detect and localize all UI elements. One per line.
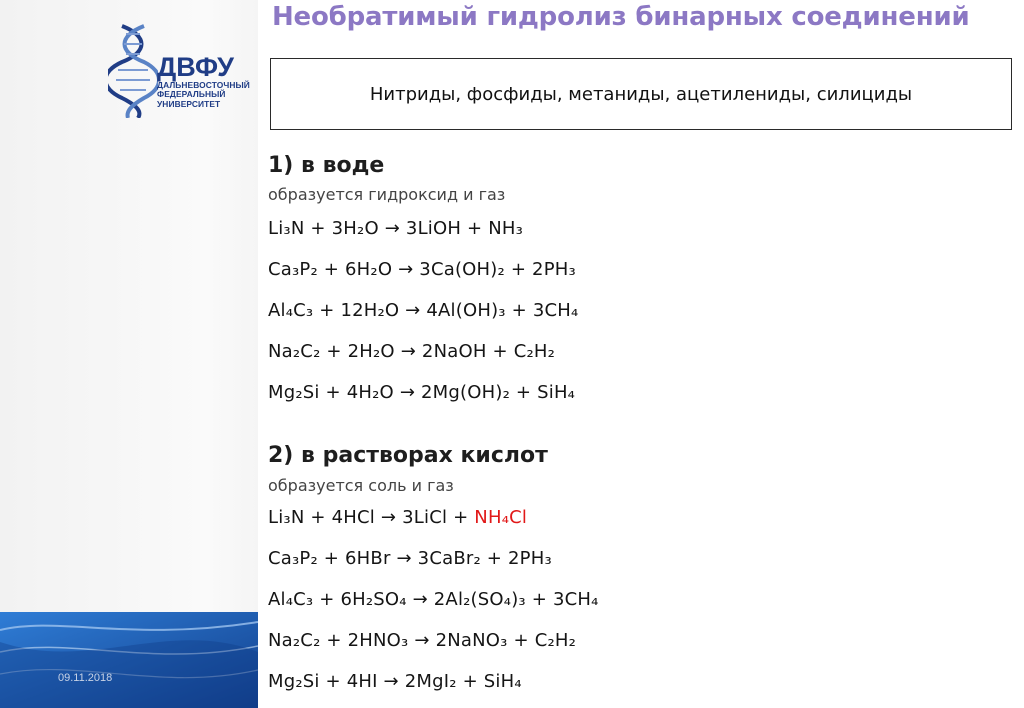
- logo-subtitle: [157, 81, 250, 109]
- equation-water-2: Ca₃P₂ + 6H₂O → 3Ca(OH)₂ + 2PH₃: [268, 259, 576, 280]
- section-water-note: образуется гидроксид и газ: [268, 185, 506, 204]
- equation-acid-1: [268, 507, 527, 528]
- compound-classes-box: [270, 58, 1012, 130]
- equation-water-4: Na₂C₂ + 2H₂O → 2NaOH + C₂H₂: [268, 341, 556, 362]
- equation-water-3: Al₄C₃ + 12H₂O → 4Al(OH)₃ + 3CH₄: [268, 300, 579, 321]
- logo-line-1: ДАЛЬНЕВОСТОЧНЫЙ: [157, 80, 250, 90]
- equation-acid-2: Ca₃P₂ + 6HBr → 3CaBr₂ + 2PH₃: [268, 548, 552, 569]
- logo-line-3: УНИВЕРСИТЕТ: [157, 98, 221, 109]
- logo-name: ДВФУ: [157, 52, 234, 82]
- section-acid-heading: 2) в растворах кислот: [268, 443, 548, 468]
- equation-acid-5: Mg₂Si + 4HI → 2MgI₂ + SiH₄: [268, 671, 522, 692]
- equation-acid-1-highlight: NH₄Cl: [474, 507, 528, 528]
- logo-text: [157, 54, 250, 109]
- section-water-heading: 1) в воде: [268, 153, 385, 178]
- logo-line-2: ФЕДЕРАЛЬНЫЙ: [157, 89, 226, 100]
- equation-water-5: Mg₂Si + 4H₂O → 2Mg(OH)₂ + SiH₄: [268, 382, 576, 403]
- compound-classes-text: Нитриды, фосфиды, метаниды, ацетилениды, силициды: [369, 83, 913, 105]
- equation-acid-1-main: Li₃N + 4HCl → 3LiCl +: [268, 507, 475, 528]
- equation-acid-4: Na₂C₂ + 2HNO₃ → 2NaNO₃ + C₂H₂: [268, 630, 577, 651]
- helix-icon: [108, 22, 158, 118]
- section-acid-note: образуется соль и газ: [268, 476, 454, 495]
- equation-water-1: Li₃N + 3H₂O → 3LiOH + NH₃: [268, 218, 524, 239]
- equation-acid-3: Al₄C₃ + 6H₂SO₄ → 2Al₂(SO₄)₃ + 3CH₄: [268, 589, 599, 610]
- slide-date: 09.11.2018: [58, 672, 113, 684]
- slide-title: Необратимый гидролиз бинарных соединений: [272, 2, 970, 32]
- university-logo: [108, 22, 258, 118]
- blue-wave-band: [0, 612, 258, 708]
